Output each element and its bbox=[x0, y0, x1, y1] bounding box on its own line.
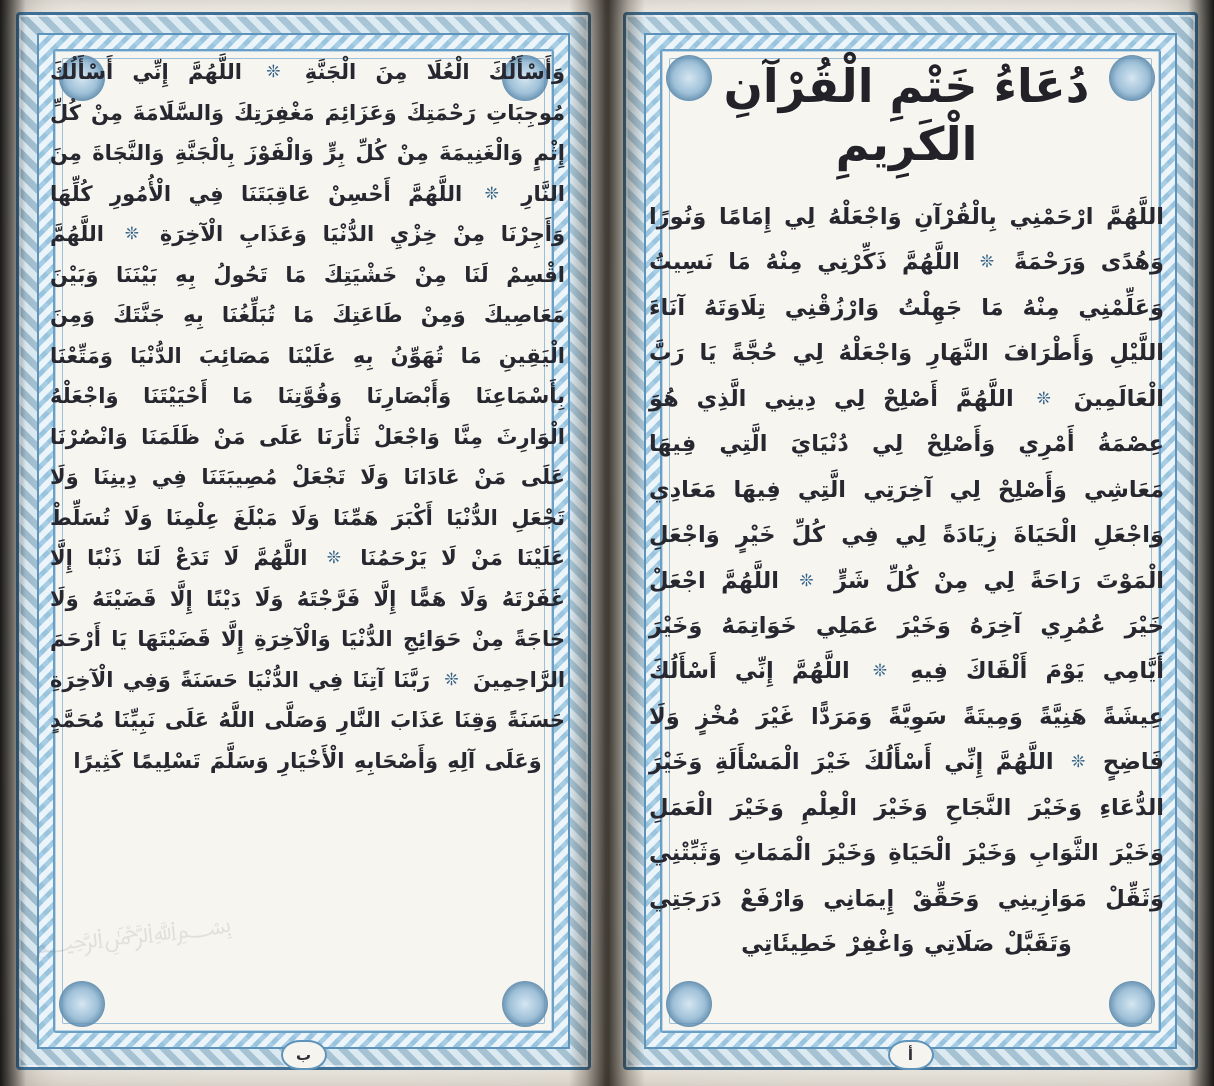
page-number-badge: ب bbox=[281, 1040, 327, 1070]
page-number-badge: أ bbox=[888, 1040, 934, 1070]
dua-paragraph: وَأَسْأَلُكَ الْعُلَا مِنَ الْجَنَّةِ bbox=[304, 60, 566, 84]
dua-paragraph: اللَّهُمَّ ارْحَمْنِي بِالْقُرْآنِ وَاجْعَلْهُ لِي إِمَامًا وَنُورًا وَهُدًى وَرَحْمَةً bbox=[649, 204, 1165, 276]
ornament-separator-icon: ❊ bbox=[1071, 752, 1086, 773]
ornament-separator-icon: ❊ bbox=[266, 62, 281, 82]
right-page-body bbox=[649, 195, 1164, 967]
dua-paragraph: اللَّهُمَّ أَصْلِحْ لِي دِينِي الَّذِي هُوَ عِصْمَةُ أَمْرِي وَأَصْلِحْ لِي دُنْيَايَ الَّتِي فِيهَا مَعَاشِي وَأَصْلِحْ لِي آخِرَتِي الَّتِي فِيهَا مَعَادِي وَاجْعَلِ الْحَيَاةَ زِيَادَةً لِي فِي كُلِّ خَيْرٍ وَاجْعَلِ الْمَوْتَ رَاحَةً لِي مِنْ كُلِّ شَرٍّ bbox=[649, 385, 1164, 594]
dua-paragraph: اللَّهُمَّ اقْسِمْ لَنَا مِنْ خَشْيَتِكَ مَا تَحُولُ بِهِ بَيْنَنَا وَبَيْنَ مَعَاصِيكَ وَمِنْ طَاعَتِكَ مَا تُبَلِّغُنَا بِهِ جَنَّتَكَ وَمِنَ الْيَقِينِ مَا تُهَوِّنُ بِهِ عَلَيْنَا مَصَائِبَ الدُّنْيَا وَمَتِّعْنَا بِأَسْمَاعِنَا وَأَبْصَارِنَا وَقُوَّتِنَا مَا أَحْيَيْتَنَا وَاجْعَلْهُ الْوَارِثَ مِنَّا وَاجْعَلْ ثَأْرَنَا عَلَى مَنْ ظَلَمَنَا وَانْصُرْنَا عَلَى مَنْ عَادَانَا وَلَا تَجْعَلْ مُصِيبَتَنَا فِي دِينِنَا وَلَا تَجْعَلِ الدُّنْيَا أَكْبَرَ هَمِّنَا وَلَا مَبْلَغَ عِلْمِنَا وَلَا تُسَلِّطْ عَلَيْنَا مَنْ لَا يَرْحَمُنَا bbox=[50, 222, 566, 571]
ornament-separator-icon: ❊ bbox=[979, 252, 995, 273]
ornament-separator-icon: ❊ bbox=[484, 183, 499, 204]
ornament-separator-icon: ❊ bbox=[444, 669, 459, 690]
dua-paragraph: اللَّهُمَّ إِنِّي أَسْأَلُكَ خَيْرَ الْمَسْأَلَةِ وَخَيْرَ الدُّعَاءِ وَخَيْرَ النَّجَاحِ وَخَيْرَ الْعِلْمِ وَخَيْرَ الْعَمَلِ وَخَيْرَ الثَّوَابِ وَخَيْرَ الْحَيَاةِ وَخَيْرَ الْمَمَاتِ وَثَبِّتْنِي وَثَقِّلْ مَوَازِينِي وَحَقِّقْ إِيمَانِي وَارْفَعْ دَرَجَتِي وَتَقَبَّلْ صَلَاتِي وَاغْفِرْ خَطِيئَاتِي bbox=[649, 749, 1164, 957]
ornament-separator-icon: ❊ bbox=[326, 548, 341, 569]
dua-paragraph: اللَّهُمَّ لَا تَدَعْ لَنَا ذَنْبًا إِلَّا غَفَرْتَهُ وَلَا هَمًّا إِلَّا فَرَّجْتَهُ وَلَا دَيْنًا إِلَّا قَضَيْتَهُ وَلَا حَاجَةً مِنْ حَوَائِجِ الدُّنْيَا وَالْآخِرَةِ إِلَّا قَضَيْتَهَا يَا أَرْحَمَ الرَّاحِمِينَ bbox=[50, 546, 566, 692]
ornament-separator-icon: ❊ bbox=[1036, 388, 1051, 409]
right-page-text-area bbox=[649, 52, 1164, 1022]
dua-paragraph: اللَّهُمَّ إِنِّي أَسْأَلُكَ مُوجِبَاتِ رَحْمَتِكَ وَعَزَائِمَ مَغْفِرَتِكَ وَالسَّلَامَةَ مِنْ كُلِّ إِثْمٍ وَالْغَنِيمَةَ مِنْ كُلِّ بِرٍّ وَالْفَوْزَ بِالْجَنَّةِ وَالنَّجَاةَ مِنَ النَّارِ bbox=[50, 60, 566, 206]
page-title: دُعَاءُ خَتْمِ الْقُرْآنِ الْكَرِيمِ bbox=[723, 59, 1090, 171]
dua-paragraph: اللَّهُمَّ أَحْسِنْ عَاقِبَتَنَا فِي الْأُمُورِ كُلِّهَا وَأَجِرْنَا مِنْ خِزْيِ الدُّنْيَا وَعَذَابِ الْآخِرَةِ bbox=[50, 181, 566, 247]
dua-paragraph: اللَّهُمَّ اجْعَلْ خَيْرَ عُمُرِي آخِرَهُ وَخَيْرَ عَمَلِي خَوَاتِمَهُ وَخَيْرَ أَيَّامِي يَوْمَ أَلْقَاكَ فِيهِ bbox=[649, 567, 1164, 685]
left-page-body bbox=[50, 52, 565, 781]
ornament-separator-icon: ❊ bbox=[124, 224, 140, 245]
dua-paragraph: اللَّهُمَّ ذَكِّرْنِي مِنْهُ مَا نَسِيتُ وَعَلِّمْنِي مِنْهُ مَا جَهِلْتُ وَارْزُقْنِي تِلَاوَتَهُ آنَاءَ اللَّيْلِ وَأَطْرَافَ النَّهَارِ وَاجْعَلْهُ لِي حُجَّةً يَا رَبَّ الْعَالَمِينَ bbox=[649, 249, 1164, 412]
dua-paragraph: اللَّهُمَّ إِنِّي أَسْأَلُكَ عِيشَةً هَنِيَّةً وَمِيتَةً سَوِيَّةً وَمَرَدًّا غَيْرَ مُخْزٍ وَلَا فَاضِحٍ bbox=[649, 658, 1164, 776]
left-page-text-area bbox=[50, 52, 565, 1022]
dua-paragraph: رَبَّنَا آتِنَا فِي الدُّنْيَا حَسَنَةً وَفِي الْآخِرَةِ حَسَنَةً وَقِنَا عَذَابَ النَّارِ وَصَلَّى اللَّهُ عَلَى نَبِيِّنَا مُحَمَّدٍ وَعَلَى آلِهِ وَأَصْحَابِهِ الْأَخْيَارِ وَسَلَّمَ تَسْلِيمًا كَثِيرًا bbox=[50, 667, 565, 773]
page-right bbox=[607, 0, 1214, 1086]
ornament-separator-icon: ❊ bbox=[872, 661, 888, 682]
ornament-separator-icon: ❊ bbox=[799, 570, 814, 591]
